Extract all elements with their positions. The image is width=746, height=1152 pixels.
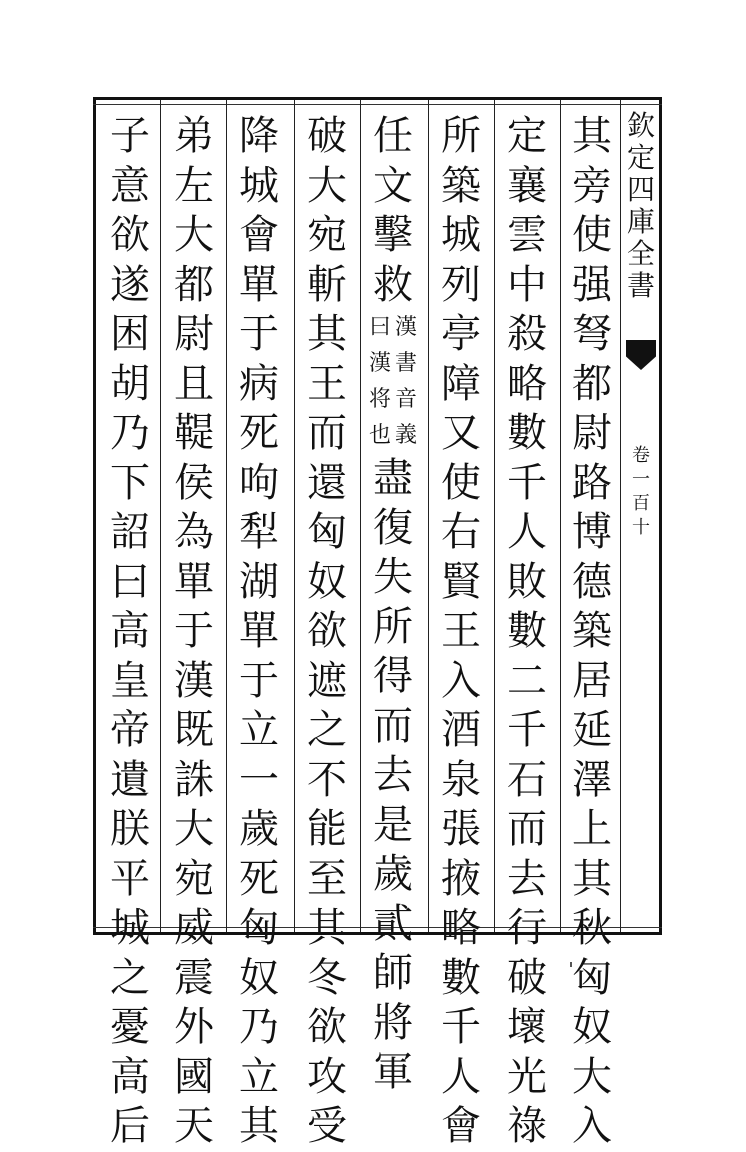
annotation-note bbox=[364, 310, 422, 454]
column-rule bbox=[294, 100, 295, 932]
title-char: 書 bbox=[626, 269, 655, 302]
text-char: 憂 bbox=[110, 1004, 150, 1050]
title-char: 全 bbox=[626, 237, 655, 270]
text-char: 障 bbox=[441, 360, 481, 407]
text-char: 延 bbox=[572, 707, 612, 753]
text-char: 遺 bbox=[110, 756, 150, 803]
text-char: 王 bbox=[307, 360, 347, 407]
text-char: 平 bbox=[110, 855, 150, 902]
text-char: 死 bbox=[239, 855, 279, 902]
annotation-char: 義 bbox=[395, 423, 418, 448]
text-char: 而 bbox=[373, 702, 413, 749]
text-char: 得 bbox=[373, 653, 413, 699]
text-char: 犁 bbox=[239, 509, 279, 555]
volume-number bbox=[628, 444, 654, 540]
text-char: 旁 bbox=[572, 162, 612, 209]
text-char: 國 bbox=[174, 1053, 214, 1100]
text-char: 斬 bbox=[307, 261, 347, 308]
text-char: 之 bbox=[110, 954, 150, 1001]
text-char: 光 bbox=[507, 1053, 547, 1100]
text-char: 而 bbox=[307, 410, 347, 456]
text-char: 其 bbox=[307, 905, 347, 951]
text-char: 張 bbox=[441, 806, 481, 852]
text-char: 所 bbox=[373, 603, 413, 650]
text-char: 城 bbox=[110, 905, 150, 951]
text-char: 且 bbox=[174, 360, 214, 407]
text-char: 宛 bbox=[307, 212, 347, 258]
text-char: 石 bbox=[507, 756, 547, 803]
text-char: 立 bbox=[239, 1053, 279, 1100]
text-char: 匈 bbox=[572, 954, 612, 1001]
text-char: 居 bbox=[572, 657, 612, 704]
book-title bbox=[624, 110, 658, 302]
title-char: 欽 bbox=[626, 109, 655, 142]
text-char: 大 bbox=[572, 1053, 612, 1100]
text-char: 使 bbox=[572, 212, 612, 258]
annotation-char: 将 bbox=[368, 387, 391, 412]
text-char: 其 bbox=[307, 311, 347, 357]
volume-char: 卷 bbox=[632, 445, 650, 466]
text-char: 任 bbox=[373, 113, 413, 159]
text-char: 貳 bbox=[373, 900, 413, 947]
text-char: 去 bbox=[373, 752, 413, 798]
text-char: 路 bbox=[572, 459, 612, 506]
annotation-char: 書 bbox=[395, 351, 418, 376]
text-column-1 bbox=[563, 112, 621, 1149]
text-char: 歲 bbox=[373, 851, 413, 897]
text-char: 敗 bbox=[507, 558, 547, 605]
text-char: 歲 bbox=[239, 806, 279, 852]
text-char: 欲 bbox=[307, 1004, 347, 1050]
text-char: 欲 bbox=[307, 608, 347, 654]
text-char: 漢 bbox=[174, 657, 214, 704]
text-char: 酒 bbox=[441, 707, 481, 753]
text-char: 不 bbox=[307, 756, 347, 803]
text-char: 單 bbox=[239, 261, 279, 308]
text-char: 將 bbox=[373, 999, 413, 1046]
text-char: 失 bbox=[373, 554, 413, 600]
text-char: 能 bbox=[307, 806, 347, 852]
text-char: 天 bbox=[174, 1103, 214, 1149]
text-char: 大 bbox=[174, 212, 214, 258]
text-char: 欲 bbox=[110, 212, 150, 258]
text-char: 壞 bbox=[507, 1004, 547, 1050]
text-char: 為 bbox=[174, 509, 214, 555]
text-char: 會 bbox=[441, 1103, 481, 1149]
text-char: 上 bbox=[572, 806, 612, 852]
text-char: 胡 bbox=[110, 360, 150, 407]
text-char: 單 bbox=[174, 558, 214, 605]
text-char: 死 bbox=[239, 410, 279, 456]
text-char: 略 bbox=[441, 905, 481, 951]
top-inner-rule bbox=[93, 104, 662, 105]
text-char: 復 bbox=[373, 504, 413, 551]
text-char: 高 bbox=[110, 608, 150, 654]
text-char: 尉 bbox=[174, 311, 214, 357]
column-rule bbox=[160, 100, 161, 932]
text-char: 人 bbox=[507, 509, 547, 555]
text-char: 王 bbox=[441, 608, 481, 654]
text-char: 呴 bbox=[239, 459, 279, 506]
text-char: 受 bbox=[307, 1103, 347, 1149]
text-char: 病 bbox=[239, 360, 279, 407]
text-char: 威 bbox=[174, 905, 214, 951]
text-char: 遮 bbox=[307, 657, 347, 704]
text-char: 其 bbox=[239, 1103, 279, 1149]
text-char: 二 bbox=[507, 657, 547, 704]
text-char: 泉 bbox=[441, 756, 481, 803]
text-char: 單 bbox=[239, 608, 279, 654]
scan-speck bbox=[570, 962, 572, 967]
text-char: 湖 bbox=[239, 558, 279, 605]
text-char: 千 bbox=[507, 459, 547, 506]
text-char: 下 bbox=[110, 459, 150, 506]
text-char: 大 bbox=[307, 162, 347, 209]
text-char: 之 bbox=[307, 707, 347, 753]
text-char: 左 bbox=[174, 162, 214, 209]
text-char: 外 bbox=[174, 1004, 214, 1050]
title-char: 庫 bbox=[626, 205, 655, 238]
text-char: 築 bbox=[572, 608, 612, 654]
text-char: 德 bbox=[572, 558, 612, 605]
text-char: 賢 bbox=[441, 558, 481, 605]
text-char: 文 bbox=[373, 162, 413, 209]
text-column-3 bbox=[432, 112, 490, 1149]
text-char: 强 bbox=[572, 261, 612, 308]
text-char: 曰 bbox=[110, 558, 150, 605]
text-column-6 bbox=[230, 112, 288, 1149]
text-char: 略 bbox=[507, 360, 547, 407]
annotation-char: 音 bbox=[395, 387, 418, 412]
text-char: 還 bbox=[307, 459, 347, 506]
text-char: 匈 bbox=[239, 905, 279, 951]
text-char: 尉 bbox=[572, 410, 612, 456]
annotation-char: 也 bbox=[368, 423, 391, 448]
text-char: 是 bbox=[373, 801, 413, 848]
text-char: 而 bbox=[507, 806, 547, 852]
text-char: 破 bbox=[507, 954, 547, 1001]
text-char: 所 bbox=[441, 113, 481, 159]
text-char: 亭 bbox=[441, 311, 481, 357]
text-column-5 bbox=[298, 112, 356, 1149]
fish-tail-mark-icon bbox=[626, 340, 656, 370]
text-char: 立 bbox=[239, 707, 279, 753]
text-char: 城 bbox=[441, 212, 481, 258]
text-char: 帝 bbox=[110, 707, 150, 753]
text-char: 雲 bbox=[507, 212, 547, 258]
text-char: 會 bbox=[239, 212, 279, 258]
text-char: 降 bbox=[239, 113, 279, 159]
text-char: 師 bbox=[373, 950, 413, 996]
text-char: 宛 bbox=[174, 855, 214, 902]
text-column-4 bbox=[364, 112, 422, 1095]
text-char: 其 bbox=[572, 113, 612, 159]
text-char: 遂 bbox=[110, 261, 150, 308]
text-char: 掖 bbox=[441, 855, 481, 902]
text-char: 入 bbox=[572, 1103, 612, 1149]
text-char: 列 bbox=[441, 261, 481, 308]
text-char: 詔 bbox=[110, 509, 150, 555]
text-char: 一 bbox=[239, 756, 279, 803]
text-char: 困 bbox=[110, 311, 150, 357]
text-char: 數 bbox=[507, 410, 547, 456]
text-char: 救 bbox=[373, 261, 413, 308]
text-char: 人 bbox=[441, 1053, 481, 1100]
text-char: 都 bbox=[174, 261, 214, 308]
text-char: 盡 bbox=[373, 455, 413, 501]
text-char: 千 bbox=[441, 1004, 481, 1050]
text-char: 襄 bbox=[507, 162, 547, 209]
text-char: 擊 bbox=[373, 212, 413, 258]
text-column-2 bbox=[498, 112, 556, 1149]
annotation-char: 曰 bbox=[368, 315, 391, 340]
text-char: 祿 bbox=[507, 1103, 547, 1149]
column-rule bbox=[560, 100, 561, 932]
text-char: 數 bbox=[507, 608, 547, 654]
annotation-char: 漢 bbox=[395, 315, 418, 340]
text-column-7 bbox=[165, 112, 223, 1149]
text-char: 大 bbox=[174, 806, 214, 852]
text-char: 使 bbox=[441, 459, 481, 506]
text-char: 鞮 bbox=[174, 410, 214, 456]
text-char: 朕 bbox=[110, 806, 150, 852]
text-column-8 bbox=[101, 112, 159, 1149]
text-char: 右 bbox=[441, 509, 481, 555]
text-char: 意 bbox=[110, 162, 150, 209]
text-char: 皇 bbox=[110, 657, 150, 704]
annotation-left-line bbox=[369, 310, 391, 454]
text-char: 弩 bbox=[572, 311, 612, 357]
text-char: 千 bbox=[507, 707, 547, 753]
text-char: 乃 bbox=[110, 410, 150, 456]
text-char: 冬 bbox=[307, 954, 347, 1001]
text-char: 于 bbox=[174, 608, 214, 654]
page-margin-strip bbox=[620, 104, 662, 926]
text-char: 博 bbox=[572, 509, 612, 555]
text-char: 于 bbox=[239, 311, 279, 357]
text-char: 侯 bbox=[174, 459, 214, 506]
text-char: 誅 bbox=[174, 756, 214, 803]
annotation-right-line bbox=[395, 310, 417, 454]
text-char: 高 bbox=[110, 1053, 150, 1100]
text-char: 定 bbox=[507, 113, 547, 159]
text-char: 都 bbox=[572, 360, 612, 407]
column-rule bbox=[226, 100, 227, 932]
text-char: 其 bbox=[572, 855, 612, 902]
column-rule bbox=[428, 100, 429, 932]
text-char: 中 bbox=[507, 261, 547, 308]
text-char: 軍 bbox=[373, 1049, 413, 1095]
text-char: 震 bbox=[174, 954, 214, 1001]
text-char: 又 bbox=[441, 410, 481, 456]
text-char: 破 bbox=[307, 113, 347, 159]
text-char: 既 bbox=[174, 707, 214, 753]
volume-char: 十 bbox=[632, 517, 650, 538]
text-char: 弟 bbox=[174, 113, 214, 159]
text-char: 攻 bbox=[307, 1053, 347, 1100]
text-char: 后 bbox=[110, 1103, 150, 1149]
title-char: 定 bbox=[626, 141, 655, 174]
text-char: 城 bbox=[239, 162, 279, 209]
text-char: 秋 bbox=[572, 905, 612, 951]
text-char: 去 bbox=[507, 855, 547, 902]
annotation-char: 漢 bbox=[368, 351, 391, 376]
text-char: 至 bbox=[307, 855, 347, 902]
volume-char: 一 bbox=[632, 469, 650, 490]
text-char: 數 bbox=[441, 954, 481, 1001]
text-char: 殺 bbox=[507, 311, 547, 357]
text-char: 奴 bbox=[307, 558, 347, 605]
text-char: 匈 bbox=[307, 509, 347, 555]
text-char: 入 bbox=[441, 657, 481, 704]
text-char: 奴 bbox=[239, 954, 279, 1001]
text-char: 奴 bbox=[572, 1004, 612, 1050]
text-char: 子 bbox=[110, 113, 150, 159]
column-rule bbox=[360, 100, 361, 932]
title-char: 四 bbox=[626, 173, 655, 206]
text-char: 築 bbox=[441, 162, 481, 209]
text-char: 乃 bbox=[239, 1004, 279, 1050]
column-rule bbox=[494, 100, 495, 932]
text-char: 行 bbox=[507, 905, 547, 951]
text-char: 澤 bbox=[572, 756, 612, 803]
text-char: 于 bbox=[239, 657, 279, 704]
volume-char: 百 bbox=[632, 493, 650, 514]
